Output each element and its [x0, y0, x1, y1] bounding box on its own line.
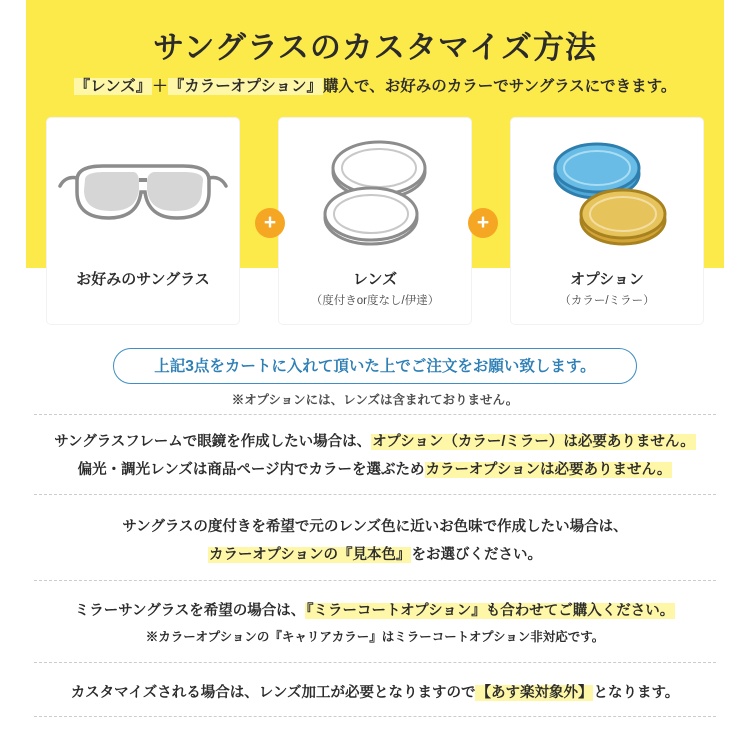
text-highlight: 【あす楽対象外】 — [476, 685, 593, 701]
text-highlight: 『ミラーコートオプション』も合わせてご購入ください。 — [306, 603, 675, 619]
block-2-line-2 — [0, 543, 750, 564]
page-subtitle — [0, 74, 750, 96]
text-plain: カスタマイズされる場合は、レンズ加工が必要となりますので — [70, 685, 476, 701]
block-3-line-2 — [0, 627, 750, 645]
page-title: サングラスのカスタマイズ方法 — [153, 30, 597, 65]
subtitle-part-color-option: 『カラーオプション』 — [168, 78, 323, 95]
sunglasses-icon — [47, 118, 239, 264]
divider-3 — [34, 580, 716, 581]
plus-icon-2: + — [468, 208, 498, 238]
subtitle-part-tail: 購入で、お好みのカラーでサングラスにできます。 — [323, 78, 677, 95]
subtitle-part-lens: 『レンズ』 — [74, 78, 152, 95]
card-sunglasses — [47, 118, 239, 324]
block-4-line-1 — [0, 681, 750, 702]
color-option-icon — [511, 118, 703, 264]
text-plain: となります。 — [593, 685, 680, 701]
text-highlight: カラーオプションは必要ありません。 — [425, 462, 672, 478]
block-1-line-1 — [0, 430, 750, 451]
card-lenses — [279, 118, 471, 324]
text-plain: 偏光・調光レンズは商品ページ内でカラーを選ぶため — [77, 462, 425, 478]
text-plain: サングラスの度付きを希望で元のレンズ色に近いお色味で作成したい場合は、 — [122, 519, 628, 535]
text-highlight: カラーオプションの『見本色』 — [209, 547, 411, 563]
card-sub: （カラー/ミラー） — [559, 295, 655, 307]
text-highlight: オプション（カラー/ミラー）は必要ありません。 — [372, 434, 695, 450]
block-1-line-2 — [0, 458, 750, 479]
text-plain: サングラスフレームで眼鏡を作成したい場合は、 — [54, 434, 372, 450]
card-color-option — [511, 118, 703, 324]
plus-icon-1: + — [255, 208, 285, 238]
card-label: お好みのサングラス — [76, 271, 210, 288]
divider-4 — [34, 662, 716, 663]
card-label: レンズ — [352, 271, 398, 288]
card-label: オプション — [570, 271, 644, 288]
option-note: ※オプションには、レンズは含まれておりません。 — [231, 393, 519, 407]
text-plain: ミラーサングラスを希望の場合は、 — [74, 603, 306, 619]
order-instruction-pill: 上記3点をカートに入れて頂いた上でご注文をお願い致します。 — [113, 348, 637, 384]
divider-5 — [34, 716, 716, 717]
block-3-line-1 — [0, 599, 750, 620]
text-plain: ※カラーオプションの『キャリアカラー』はミラーコートオプション非対応です。 — [145, 630, 605, 644]
subtitle-part-plus: ＋ — [152, 78, 168, 95]
lenses-icon — [279, 118, 471, 264]
text-plain: をお選びください。 — [411, 547, 542, 563]
product-cards — [47, 118, 703, 324]
divider-1 — [34, 414, 716, 415]
card-sub: （度付きor度なし/伊達） — [310, 295, 440, 307]
divider-2 — [34, 494, 716, 495]
block-2-line-1 — [0, 515, 750, 536]
